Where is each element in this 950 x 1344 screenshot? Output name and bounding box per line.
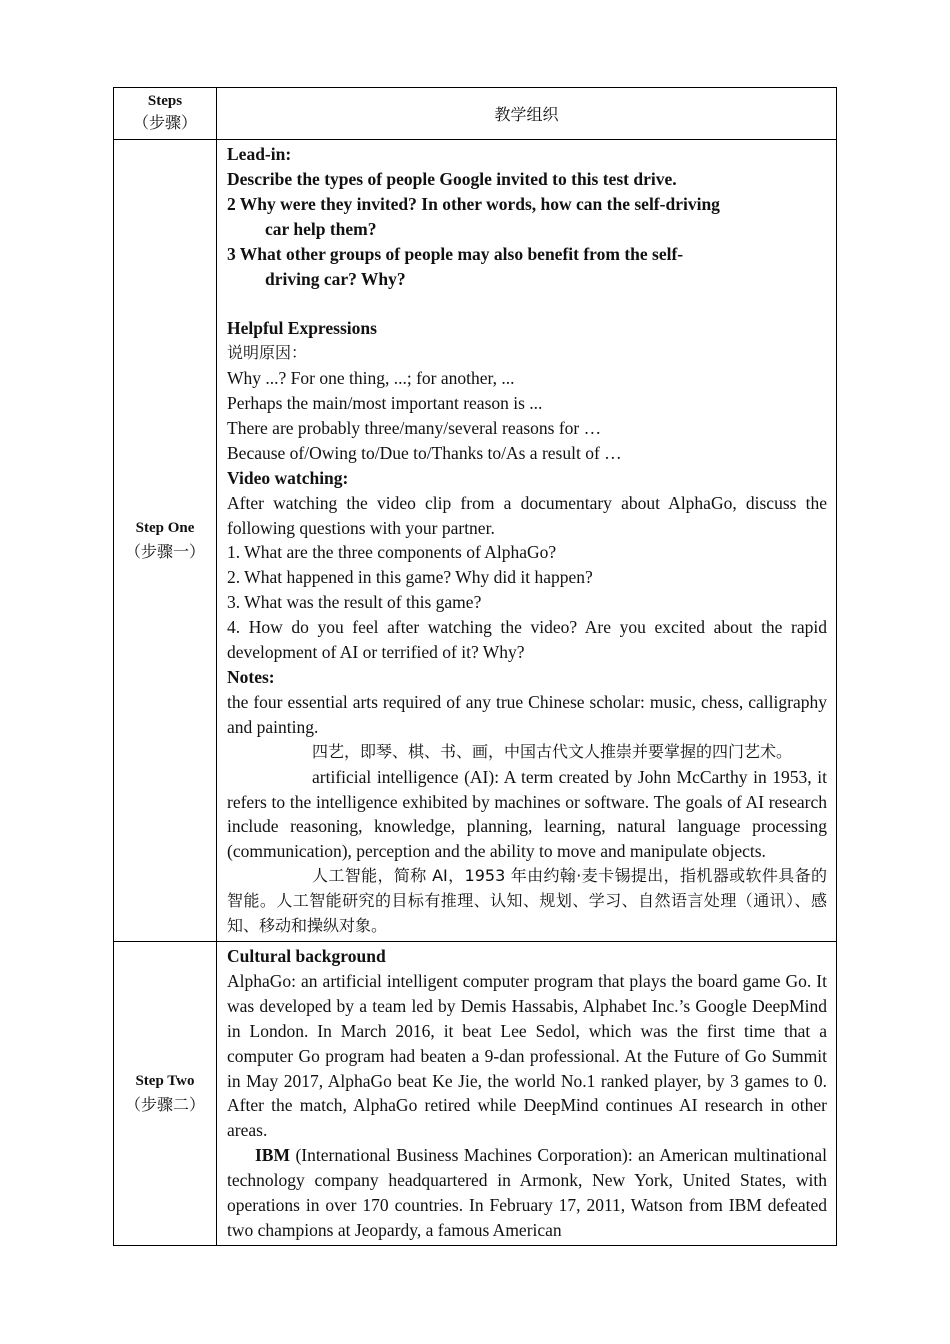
note-1-zh: 四艺，即琴、棋、书、画，中国古代文人推崇并要掌握的四门艺术。 <box>312 741 793 761</box>
leadin-question-3: 3 What other groups of people may also benefit from the self- <box>227 243 684 264</box>
expression-1: Why ...? For one thing, ...; for another, ... <box>227 368 515 389</box>
expression-4: Because of/Owing to/Due to/Thanks to/As a result of … <box>227 442 622 463</box>
step-one-label-cell <box>114 140 217 942</box>
note-2-en: artificial intelligence (AI): A term created by John McCarthy in 1953, it refers to the intelligence exhibited by machines or software. The goals of AI research include reasoning, knowledge, planning, learning, natural language processing (communication), perception and the ability to move and manipulate objects. <box>227 766 827 862</box>
steps-label: Steps <box>147 93 183 109</box>
step-two-content <box>217 941 837 1245</box>
video-question-3: 3. What was the result of this game? <box>227 592 482 613</box>
video-intro: After watching the video clip from a documentary about AlphaGo, discuss the following questions with your partner. <box>227 492 827 538</box>
video-question-4: 4. How do you feel after watching the video? Are you excited about the rapid development of AI or terrified of it? Why? <box>227 617 827 663</box>
ibm-label: IBM <box>255 1145 290 1166</box>
note-1-en: the four essential arts required of any true Chinese scholar: music, chess, calligraphy and painting. <box>227 691 827 737</box>
lesson-table <box>113 87 837 1246</box>
cultural-background-title: Cultural background <box>227 945 386 966</box>
blank-line <box>227 291 827 316</box>
step-one-row <box>114 140 837 942</box>
ibm-paragraph <box>227 1143 827 1243</box>
leadin-question-2-cont: car help them? <box>265 218 377 239</box>
video-question-1: 1. What are the three components of AlphaGo? <box>227 542 557 563</box>
note-2-zh: 人工智能，简称 AI，1953 年由约翰·麦卡锡提出，指机器或软件具备的智能。人工智能研究的目标有推理、认知、规划、学习、自然语言处理（通讯）、感知、移动和操纵对象。 <box>227 866 827 936</box>
step-one-label: Step One <box>135 520 195 537</box>
video-watching-title: Video watching: <box>227 467 349 488</box>
expression-2: Perhaps the main/most important reason is ... <box>227 393 543 414</box>
step-two-label-cell <box>114 941 217 1245</box>
explain-reason-label: 说明原因： <box>227 343 308 363</box>
steps-header-cell <box>114 88 217 140</box>
steps-label-zh: （步骤） <box>132 113 197 132</box>
leadin-title: Lead-in: <box>227 144 292 164</box>
ibm-text: (International Business Machines Corporation): an American multinational technology company headquartered in Armonk, New York, United States, with operations in over 170 countries. In February 17, 2011, Watson from IBM defeated two champions at Jeopardy, a famous American <box>227 1145 827 1240</box>
video-question-2: 2. What happened in this game? Why did it happen? <box>227 567 593 588</box>
leadin-question-1: Describe the types of people Google invited to this test drive. <box>227 168 677 189</box>
header-row <box>114 88 837 140</box>
step-two-label: Step Two <box>135 1073 195 1090</box>
notes-title: Notes: <box>227 667 275 688</box>
step-two-row <box>114 941 837 1245</box>
leadin-question-3-cont: driving car? Why? <box>265 268 406 289</box>
expression-3: There are probably three/many/several reasons for … <box>227 417 602 438</box>
step-two-label-zh: （步骤二） <box>124 1095 205 1115</box>
alphago-paragraph: AlphaGo: an artificial intelligent computer program that plays the board game Go. It was developed by a team led by Demis Hassabis, Alphabet Inc.’s Google DeepMind in London. In March 2016, it beat Lee Sedol, which was the first time that a computer Go program had beaten a 9-dan professional. At the Future of Go Summit in May 2017, AlphaGo beat Ke Jie, the world No.1 ranked player, by 3 games to 0. After the match, AlphaGo retired while DeepMind continues AI research in other areas. <box>227 970 827 1141</box>
step-one-label-zh: （步骤一） <box>124 542 205 562</box>
step-one-content <box>217 140 837 942</box>
helpful-expressions-title: Helpful Expressions <box>227 318 377 339</box>
teaching-org-label: 教学组织 <box>494 105 559 124</box>
leadin-question-2: 2 Why were they invited? In other words, how can the self-driving <box>227 193 720 214</box>
teaching-org-header-cell <box>217 88 837 140</box>
